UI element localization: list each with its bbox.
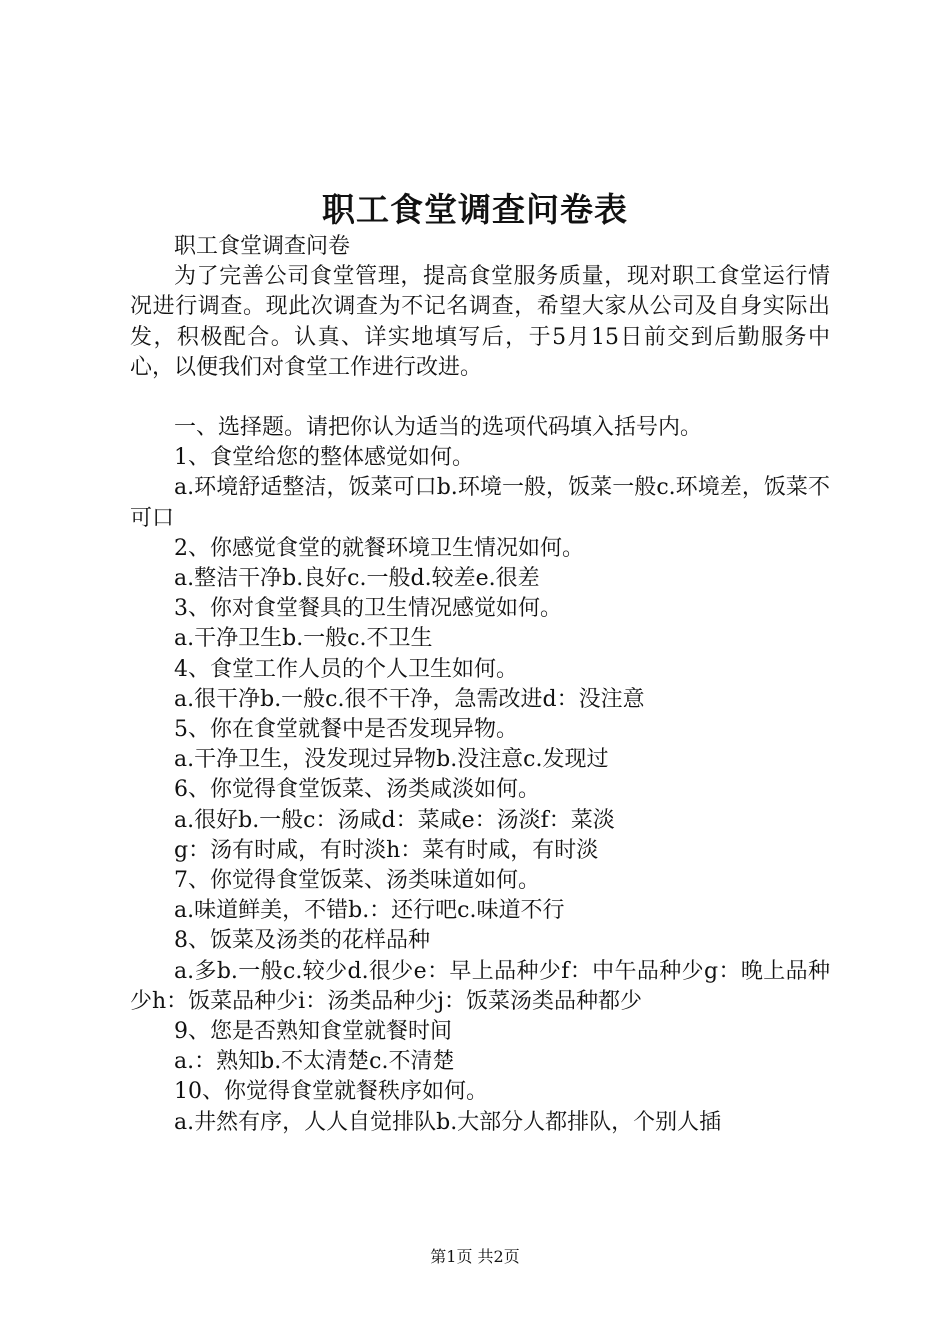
document-title: 职工食堂调查问卷表 [322, 190, 628, 229]
question-4: 4、食堂工作人员的个人卫生如何。 [174, 656, 518, 682]
question-6: 6、你觉得食堂饭菜、汤类咸淡如何。 [174, 777, 540, 803]
question-5: 5、你在食堂就餐中是否发现异物。 [174, 717, 518, 743]
answer-options-7: a.味道鲜美，不错b.：还行吧c.味道不行 [174, 898, 565, 924]
question-10: 10、你觉得食堂就餐秩序如何。 [174, 1079, 488, 1105]
answer-options-3: a.干净卫生b.一般c.不卫生 [174, 626, 433, 652]
answer-options-6-continued: g：汤有时咸，有时淡h：菜有时咸，有时淡 [174, 837, 599, 863]
question-3: 3、你对食堂餐具的卫生情况感觉如何。 [174, 596, 562, 622]
answer-options-10: a.井然有序，人人自觉排队b.大部分人都排队，个别人插 [174, 1109, 722, 1135]
question-8: 8、饭菜及汤类的花样品种 [174, 928, 430, 954]
survey-subtitle: 职工食堂调查问卷 [174, 234, 351, 259]
answer-options-6: a.很好b.一般c：汤咸d：菜咸e：汤淡f：菜淡 [174, 807, 615, 833]
question-1: 1、食堂给您的整体感觉如何。 [174, 445, 474, 471]
document-body [130, 232, 830, 1138]
answer-options-8: a.多b.一般c.较少d.很少e：早上品种少f：中午品种少g：晚上品种少h：饭菜品种少i：汤类品种少j：饭菜汤类品种都少 [130, 958, 830, 1014]
answer-options-2: a.整洁干净b.良好c.一般d.较差e.很差 [174, 566, 540, 592]
intro-paragraph: 为了完善公司食堂管理，提高食堂服务质量，现对职工食堂运行情况进行调查。现此次调查为不记名调查，希望大家从公司及自身实际出发，积极配合。认真、详实地填写后，于5月15日前交到后勤服务中心，以便我们对食堂工作进行改进。 [130, 264, 830, 380]
answer-options-1: a.环境舒适整洁，饭菜可口b.环境一般，饭菜一般c.环境差，饭菜不可口 [130, 475, 830, 531]
answer-options-9: a.：熟知b.不太清楚c.不清楚 [174, 1049, 455, 1075]
answer-options-4: a.很干净b.一般c.很不干净，急需改进d：没注意 [174, 686, 645, 712]
question-7: 7、你觉得食堂饭菜、汤类味道如何。 [174, 868, 540, 894]
question-9: 9、您是否熟知食堂就餐时间 [174, 1019, 452, 1045]
page-footer: 第1页 共2页 [430, 1247, 520, 1266]
section-heading: 一、选择题。请把你认为适当的选项代码填入括号内。 [174, 415, 703, 441]
answer-options-5: a.干净卫生，没发现过异物b.没注意c.发现过 [174, 747, 609, 773]
question-2: 2、你感觉食堂的就餐环境卫生情况如何。 [174, 535, 584, 561]
